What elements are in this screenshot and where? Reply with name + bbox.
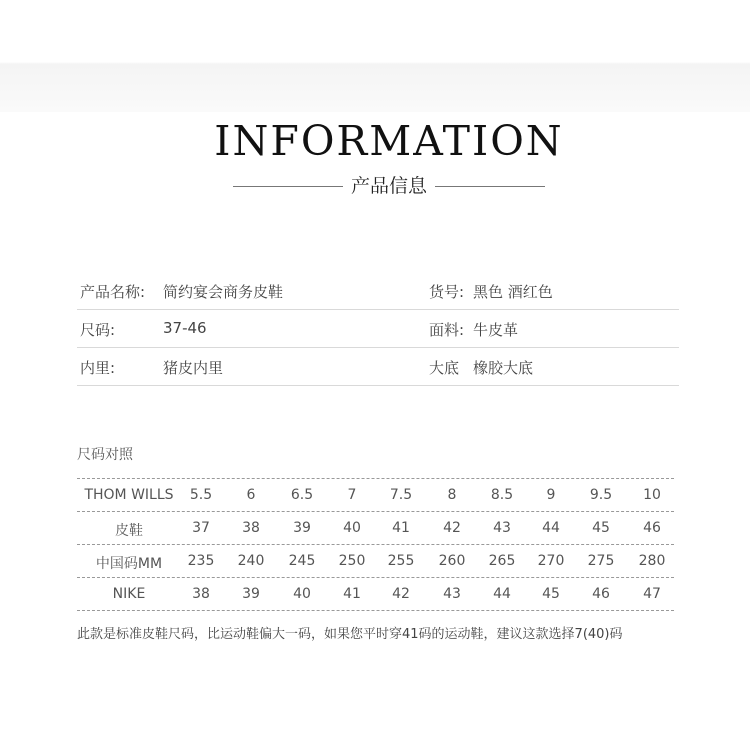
size-cell: 41 — [343, 586, 361, 602]
info-row-name — [77, 272, 679, 310]
size-chart-heading: 尺码对照 — [77, 447, 133, 463]
info-label: 尺码: — [80, 321, 116, 339]
info-value: 简约宴会商务皮鞋 — [163, 283, 284, 301]
size-cell: 40 — [343, 520, 361, 536]
size-cell: 41 — [392, 520, 410, 536]
size-cell: 37 — [192, 520, 210, 536]
size-chart-row — [77, 577, 674, 611]
size-cell: 7.5 — [389, 487, 413, 503]
size-cell: 44 — [542, 520, 560, 536]
size-row-label: 中国码MM — [95, 556, 163, 572]
size-cell: 7 — [347, 487, 357, 503]
size-chart-row — [77, 478, 674, 511]
subtitle-rule-left — [233, 186, 343, 187]
size-chart-row — [77, 544, 674, 577]
size-cell: 39 — [293, 520, 311, 536]
size-cell: 235 — [187, 553, 215, 569]
size-row-label: 皮鞋 — [115, 523, 143, 539]
info-label: 内里: — [80, 359, 116, 377]
size-cell: 45 — [592, 520, 610, 536]
size-cell: 5.5 — [189, 487, 213, 503]
info-label: 货号: — [429, 283, 465, 301]
info-value: 猪皮内里 — [163, 359, 224, 377]
info-value: 37-46 — [163, 319, 207, 337]
size-cell: 47 — [643, 586, 661, 602]
size-cell: 250 — [338, 553, 366, 569]
page-subtitle: 产品信息 — [350, 175, 427, 197]
subtitle-row — [0, 172, 750, 200]
size-note: 此款是标准皮鞋尺码，比运动鞋偏大一码，如果您平时穿41码的运动鞋，建议这款选择7(40)码 — [77, 627, 623, 642]
info-row-lining — [77, 348, 679, 386]
size-cell: 46 — [592, 586, 610, 602]
size-cell: 270 — [537, 553, 565, 569]
size-cell: 8 — [447, 487, 457, 503]
size-cell: 39 — [242, 586, 260, 602]
size-chart-table — [77, 478, 674, 611]
size-cell: 42 — [443, 520, 461, 536]
info-label: 面料: — [429, 321, 465, 339]
size-cell: 260 — [438, 553, 466, 569]
size-cell: 43 — [493, 520, 511, 536]
size-cell: 245 — [288, 553, 316, 569]
info-value: 橡胶大底 — [473, 359, 534, 377]
size-cell: 255 — [387, 553, 415, 569]
size-chart-row — [77, 511, 674, 544]
page-title: INFORMATION — [214, 117, 564, 165]
info-label: 产品名称: — [80, 283, 146, 301]
size-cell: 38 — [192, 586, 210, 602]
size-cell: 9.5 — [589, 487, 613, 503]
header-band — [0, 0, 750, 112]
size-row-label: THOM WILLS — [84, 487, 174, 503]
size-cell: 38 — [242, 520, 260, 536]
size-cell: 6.5 — [290, 487, 314, 503]
size-cell: 44 — [493, 586, 511, 602]
size-cell: 9 — [546, 487, 556, 503]
size-cell: 46 — [643, 520, 661, 536]
size-cell: 280 — [638, 553, 666, 569]
size-cell: 40 — [293, 586, 311, 602]
size-cell: 8.5 — [490, 487, 514, 503]
info-label: 大底 — [429, 359, 460, 377]
size-cell: 6 — [246, 487, 256, 503]
size-row-label: NIKE — [112, 586, 146, 602]
info-value: 牛皮革 — [473, 321, 519, 339]
size-cell: 43 — [443, 586, 461, 602]
size-cell: 240 — [237, 553, 265, 569]
info-value: 黑色 酒红色 — [473, 283, 553, 301]
size-cell: 10 — [643, 487, 661, 503]
size-cell: 42 — [392, 586, 410, 602]
size-cell: 45 — [542, 586, 560, 602]
subtitle-rule-right — [435, 186, 545, 187]
info-row-size — [77, 310, 679, 348]
size-cell: 265 — [488, 553, 516, 569]
size-cell: 275 — [587, 553, 615, 569]
